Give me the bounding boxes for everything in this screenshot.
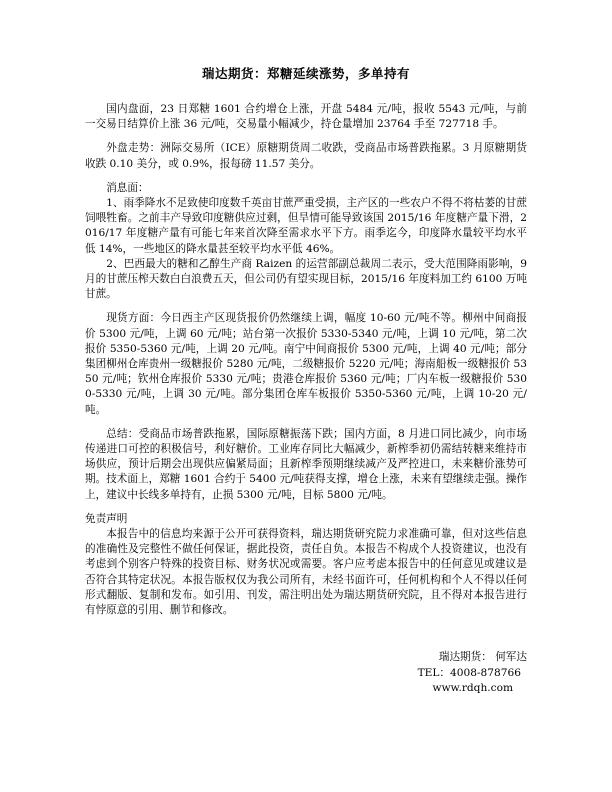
signature-website: www.rdqh.com xyxy=(432,681,513,694)
news-item-1: 1、雨季降水不足致使印度数千英亩甘蔗严重受损，主产区的一些农户不得不将枯萎的甘蔗饲喂牲畜。之前丰产导致印度糖供应过剩，但旱情可能导致该国 2015/16 年度糖产量下滑，2016/17 年度糖产量有可能七年来首次降至需求水平下方。雨季迄今，印度降水量较平均水平低 14%，一些地区的降水量甚至较平均水平低 46%。 xyxy=(85,197,527,255)
disclaimer-body: 本报告中的信息均来源于公开可获得资料，瑞达期货研究院力求准确可靠，但对这些信息的准确性及完整性不做任何保证，据此投资，责任自负。本报告不构成个人投资建议，也没有考虑到个别客户特殊的投资目标、财务状况或需要。客户应考虑本报告中的任何意见或建议是否符合其特定状况。本报告版权仅为我公司所有，未经书面许可，任何机构和个人不得以任何形式翻版、复制和发布。如引用、刊发，需注明出处为瑞达期货研究院，且不得对本报告进行有悖原意的引用、删节和修改。 xyxy=(85,528,527,617)
domestic-market-paragraph: 国内盘面，23 日郑糖 1601 合约增仓上涨，开盘 5484 元/吨，报收 5543 元/吨，与前一交易日结算价上涨 36 元/吨，交易量小幅减少，持仓量增加 23764 手至 727718 手。 xyxy=(85,103,527,131)
summary-paragraph: 总结：受商品市场普跌拖累，国际原糖振荡下跌；国内方面，8 月进口同比减少，向市场传递进口可控的积极信号，利好糖价。工业库存同比大幅减少，新榨季初仍需结转糖来维持市场供应，预计后期会出现供应偏紧局面；且新榨季预期继续减产及严控进口，未来糖价涨势可期。技术面上，郑糖 1601 合约于 5400 元/吨获得支撑，增仓上涨，未来有望继续走强。操作上，建议中长线多单持有，止损 5300 元/吨，目标 5800 元/吨。 xyxy=(85,427,527,501)
news-item-2: 2、巴西最大的糖和乙醇生产商 Raizen 的运营部副总裁周二表示，受大范围降雨影响，9 月的甘蔗压榨天数白白浪费五天，但公司仍有望实现目标，2015/16 年度料加工约 6100 万吨甘蔗。 xyxy=(85,257,527,301)
news-section-header: 消息面： xyxy=(106,181,149,194)
disclaimer-header: 免责声明 xyxy=(85,512,128,525)
external-market-paragraph: 外盘走势：洲际交易所（ICE）原糖期货周二收跌，受商品市场普跌拖累。3 月原糖期货收跌 0.10 美分，或 0.9%，报每磅 11.57 美分。 xyxy=(85,142,527,170)
signature-block xyxy=(85,650,527,696)
report-title: 瑞达期货：郑糖延续涨势，多单持有 xyxy=(201,66,410,81)
signature-tel: TEL：4008-878766 xyxy=(417,666,521,679)
spot-market-paragraph: 现货方面：今日西主产区现货报价仍然继续上调，幅度 10-60 元/吨不等。柳州中间商报价 5300 元/吨，上调 60 元/吨；站台第一次报价 5330-5340 元/吨，上调 10 元/吨，第二次报价 5350-5360 元/吨，上调 20 元/吨。南宁中间商报价 5300 元/吨，上调 40 元/吨；部分集团柳州仓库贵州一级糖报价 5280 元/吨，二级糖报价 5220 元/吨；海南船板一级糖报价 5350 元/吨；钦州仓库报价 5330 元/吨；贵港仓库报价 5360 元/吨；厂内车板一级糖报价 5300-5330 元/吨，上调 30 元/吨。部分集团仓库车板报价 5350-5360 元/吨，上调 10-20 元/吨。 xyxy=(85,312,527,416)
signature-company-author: 瑞达期货： 何军达 xyxy=(438,651,527,664)
